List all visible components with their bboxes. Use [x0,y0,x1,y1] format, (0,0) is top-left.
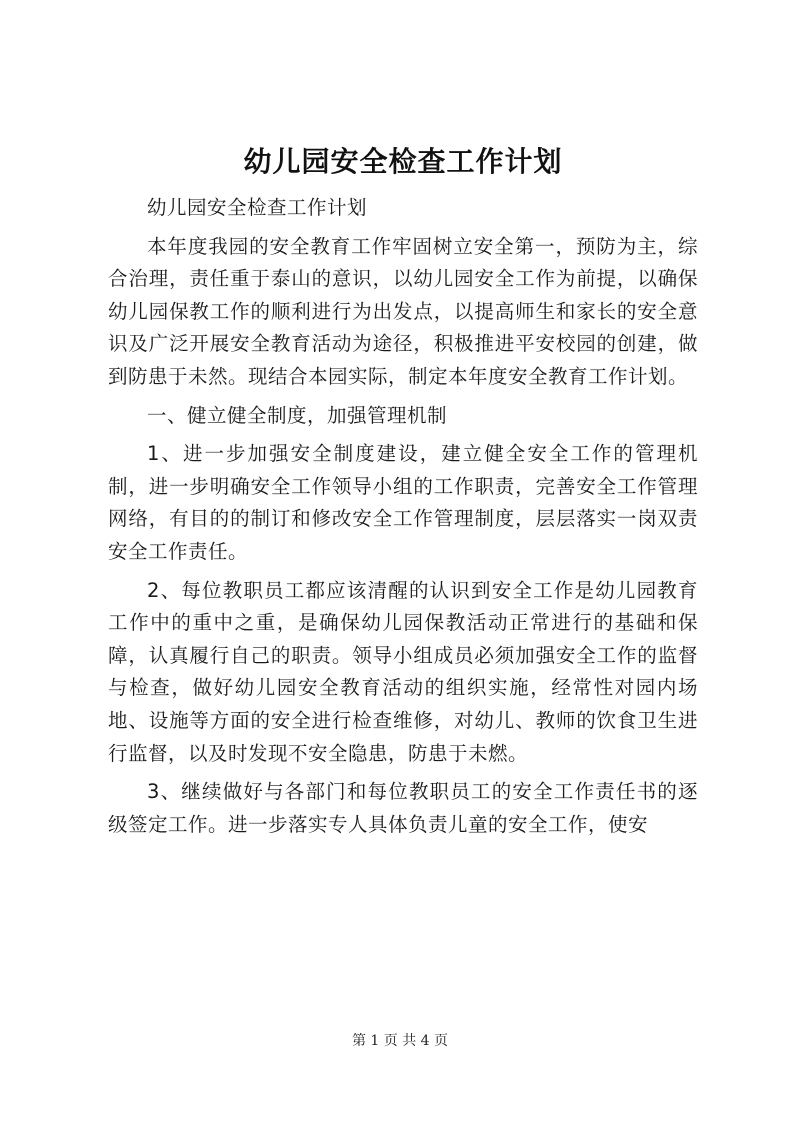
item-paragraph-2: 2、每位教职员工都应该清醒的认识到安全工作是幼儿园教育工作中的重中之重，是确保幼儿园保教活动正常进行的基础和保障，认真履行自己的职责。领导小组成员必须加强安全工作的监督与检查，做好幼儿园安全教育活动的组织实施，经常性对园内场地、设施等方面的安全进行检查维修，对幼儿、教师的饮食卫生进行监督，以及时发现不安全隐患，防患于未燃。 [108,578,698,765]
intro-paragraph: 本年度我园的安全教育工作牢固树立安全第一，预防为主，综合治理，责任重于泰山的意识，以幼儿园安全工作为前提，以确保幼儿园保教工作的顺利进行为出发点，以提高师生和家长的安全意识及广泛开展安全教育活动为途径，积极推进平安校园的创建，做到防患于未然。现结合本园实际，制定本年度安全教育工作计划。 [108,234,698,388]
item-paragraph-3: 3、继续做好与各部门和每位教职员工的安全工作责任书的逐级签定工作。进一步落实专人具体负责儿童的安全工作，使安 [108,780,698,836]
page-footer: 第 1 页 共 4 页 [351,1033,449,1049]
item-paragraph-1: 1、进一步加强安全制度建设，建立健全安全工作的管理机制，进一步明确安全工作领导小组的工作职责，完善安全工作管理网络，有目的的制订和修改安全工作管理制度，层层落实一岗双责安全工作责任。 [108,442,698,563]
section-heading: 一、健立健全制度，加强管理机制 [147,403,448,427]
subtitle-paragraph: 幼儿园安全检查工作计划 [147,196,368,219]
document-content [108,140,698,847]
document-title: 幼儿园安全检查工作计划 [243,145,563,178]
